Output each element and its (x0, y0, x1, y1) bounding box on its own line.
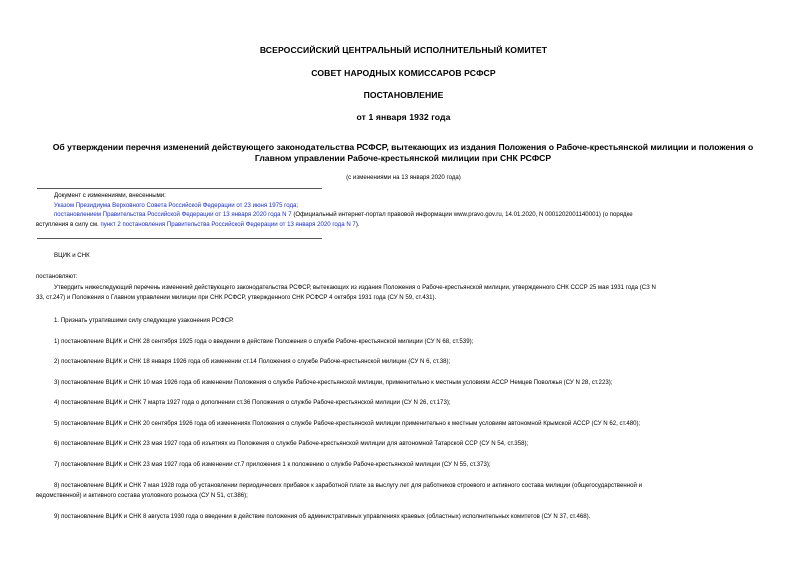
list-item: 3) постановление ВЦИК и СНК 10 мая 1926 года об изменении Положения о службе Рабоче-крестьянской милиции, применительно к местным условиям АССР Немцев Поволжья (СУ N 28, ст.223); (54, 379, 613, 386)
approval-paragraph-line: 33, ст.247) и Положения о Главном управлении милиции при СНК РСФСР, утвержденного СНК РСФСР 4 октября 1931 года (СУ N 59, ст.431). (36, 294, 437, 301)
amendment-link-resolution-2020[interactable]: постановлением Правительства Российской Федерации от 13 января 2020 года N 7 (54, 211, 292, 218)
revision-note: (с изменениями на 13 января 2020 года) (346, 174, 461, 181)
list-item: 4) постановление ВЦИК и СНК 7 марта 1927 года о дополнении ст.36 Положения о службе Рабоче-крестьянской милиции (СУ N 26, ст.173); (54, 399, 451, 406)
list-item: 8) постановление ВЦИК и СНК 7 мая 1928 года об установлении периодических прибавок к заработной плате за выслугу лет для работников строевого и активного состава милиции (общегосударственной и (54, 482, 642, 489)
approval-paragraph-line: Утвердить нижеследующий перечень изменений действующего законодательства РСФСР, вытекающих из издания Положения о Рабоче-крестьянской милиции, утвержденного СНК СССР 25 мая 1931 года (СЗ N (54, 284, 656, 291)
issuing-body-vtsik: ВСЕРОССИЙСКИЙ ЦЕНТРАЛЬНЫЙ ИСПОЛНИТЕЛЬНЫЙ КОМИТЕТ (259, 45, 548, 55)
changes-block (36, 191, 770, 229)
document-date: от 1 января 1932 года (356, 112, 451, 122)
list-item-continuation: ведомственной) и активного состава уголовного розыска (СУ N 51, ст.386); (36, 492, 248, 499)
changes-intro: Документ с изменениями, внесенными: (54, 192, 166, 199)
list-item: 1) постановление ВЦИК и СНК 28 сентября 1925 года о введении в действие Положения о службе Рабоче-крестьянской милиции (СУ N 68, ст.539); (54, 338, 474, 345)
effective-note-suffix: ). (355, 220, 360, 228)
list-item: 2) постановление ВЦИК и СНК 18 января 1926 года об изменении ст.14 Положения о службе Рабоче-крестьянской милиции (СУ N 6, ст.38); (54, 358, 451, 365)
amendment-source-note: (Официальный интернет-портал правовой информации www.pravo.gov.ru, 14.01.2020, N 0001202001140001) (о порядке (291, 211, 633, 218)
document-type: ПОСТАНОВЛЕНИЕ (363, 90, 444, 100)
amendment-link-clause-2[interactable]: пункт 2 постановления Правительства Российской Федерации от 13 января 2020 года N 7 (100, 220, 356, 228)
divider-bottom (37, 238, 322, 239)
list-item: 5) постановление ВЦИК и СНК 20 сентября 1926 года об изменениях Положения о службе Рабоче-крестьянской милиции применительно к местным условиям автономной Крымской АССР (СУ N 62, ст.480); (54, 420, 641, 427)
clause-1: 1. Признать утратившими силу следующие узаконения РСФСР. (54, 317, 234, 324)
document-title (36, 142, 770, 164)
divider-top (37, 188, 322, 189)
decree-word: постановляют: (36, 273, 78, 280)
issuing-body-snk: СОВЕТ НАРОДНЫХ КОМИССАРОВ РСФСР (311, 68, 496, 78)
list-item: 7) постановление ВЦИК и СНК 23 мая 1927 года об изменении ст.7 приложения 1 к положению о службе Рабоче-крестьянской милиции (СУ N 55, ст.373); (54, 461, 491, 468)
amendment-link-decree-1975[interactable]: Указом Президиума Верховного Совета Российской Федерации от 23 июня 1975 года; (54, 201, 299, 209)
list-item: 6) постановление ВЦИК и СНК 23 мая 1927 года об изъятиях из Положения о службе Рабоче-крестьянской милиции для автономной Татарской ССР (СУ N 54, ст.358); (54, 440, 529, 447)
list-item: 9) постановление ВЦИК и СНК 8 августа 1930 года о введении в действие положения об административных управлениях краевых (областных) исполнительных комитетов (СУ N 37, ст.468). (54, 513, 591, 520)
document-title-line: Об утверждении перечня изменений действующего законодательства РСФСР, вытекающих из издания Положения о Рабоче-крестьянской милиции и положения о (52, 142, 754, 152)
document-title-line: Главном управлении Рабоче-крестьянской милиции при СНК РСФСР (254, 153, 552, 163)
effective-note-prefix: вступления в силу см. (36, 220, 101, 228)
issuer-line: ВЦИК и СНК (54, 252, 90, 259)
